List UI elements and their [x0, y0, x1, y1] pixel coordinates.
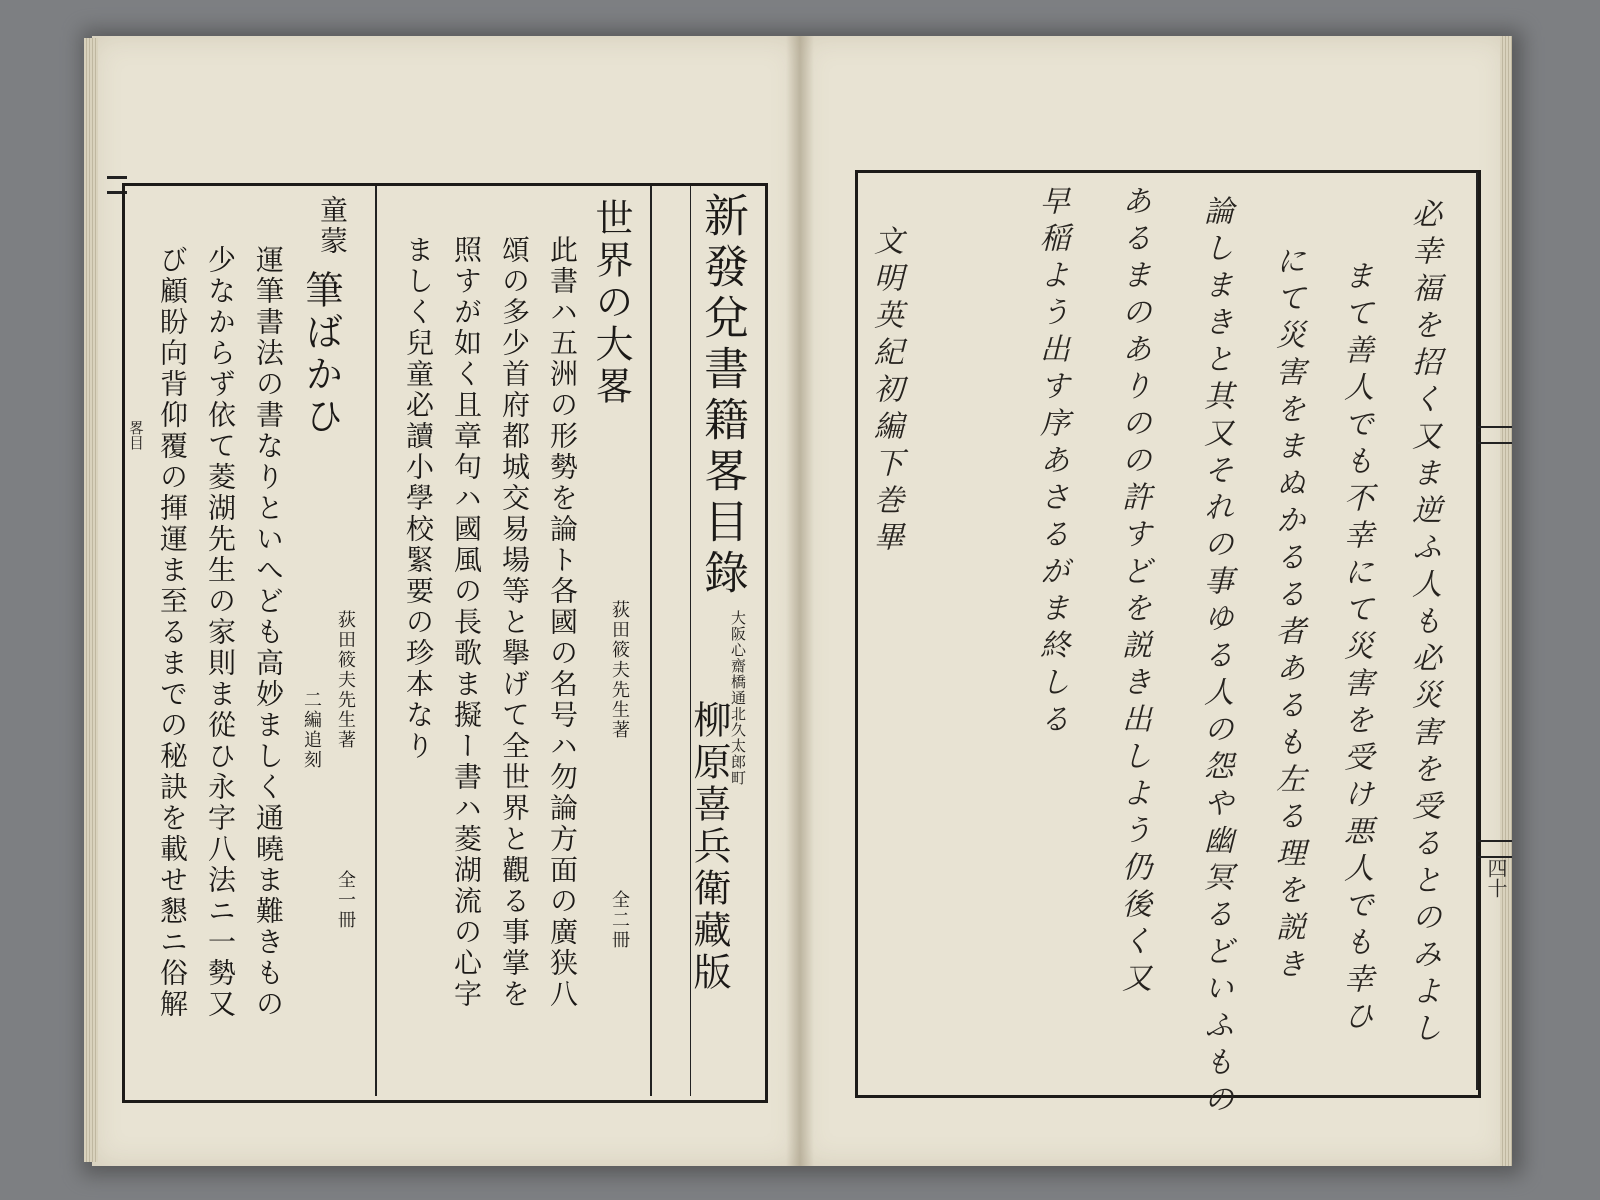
- handwritten-column: まて善人でも不幸にて災害を受け悪人でも幸ひ: [1338, 260, 1373, 1037]
- book2-description-line: び顧盼向背仰覆の揮運ま至るまでの秘訣を載せ懇ニ俗解: [156, 245, 189, 1020]
- book2-description-line: 少なからず依て菱湖先生の家則ま從ひ永字八法ニ一勢又: [204, 245, 237, 1020]
- book1-description-line: 此書ハ五洲の形勢を論ト各國の名号ハ勿論方面の廣狭八: [546, 235, 579, 1010]
- book2-author: 荻田筱夫先生著: [335, 610, 356, 750]
- book1-volumes: 全二冊: [609, 890, 630, 950]
- publisher-address: 大阪心齋橋通北久太郎町: [729, 610, 747, 786]
- frame-inner-rule: [1476, 172, 1478, 1090]
- fold-tab-lower: [1478, 840, 1512, 858]
- book-gutter: [786, 36, 814, 1166]
- handwritten-column: 早稲よう出す序あさるがま終しる: [1034, 185, 1069, 740]
- book2-volumes: 全一冊: [335, 870, 356, 930]
- book2-edition: 二編追刻: [301, 690, 322, 770]
- book1-description-line: ましく兒童必讀小學校緊要の珍本なり: [402, 235, 435, 762]
- fold-tab-upper: [1478, 426, 1512, 444]
- handwritten-column: 論しまきと其又それの事ゆる人の怨や幽冥るどいふもの: [1198, 195, 1233, 1120]
- left-page-edges: [84, 38, 98, 1162]
- book1-author: 荻田筱夫先生著: [609, 600, 630, 740]
- fold-label: 畧目: [127, 420, 145, 450]
- book1-description-line: 頌の多少首府都城交易場等と擧げて全世界と觀る事掌を: [498, 235, 531, 1010]
- handwritten-column: あるまのありのの許すどを説き出しよう仍後く又: [1116, 185, 1151, 999]
- handwritten-column: 必幸福を招く又ま逆ふ人も必災害を受るとのみよし: [1406, 198, 1441, 1049]
- book1-title: 世界の大畧: [589, 198, 633, 408]
- handwritten-column: にて災害をまぬかるる者あるも左る理を説き: [1270, 245, 1305, 985]
- column-divider: [375, 186, 377, 1096]
- book2-title: 筆ばかひ: [299, 270, 343, 438]
- right-page-frame: [855, 170, 1481, 1098]
- catalog-title: 新發兌書籍畧目錄: [696, 192, 749, 600]
- book2-description-line: 運筆書法の書なりといへども高妙ましく通曉ま難きもの: [252, 245, 285, 1020]
- publisher-name: 柳原喜兵衛藏版: [687, 700, 731, 994]
- colophon-column: 文明英紀初編下巻畢: [868, 225, 903, 558]
- right-page-edges: [1500, 36, 1512, 1166]
- fold-number: 四十: [1484, 858, 1508, 898]
- column-divider: [650, 186, 652, 1096]
- book2-category: 童蒙: [316, 195, 349, 257]
- book1-description-line: 照すが如く且章句ハ國風の長歌ま擬ー書ハ菱湖流の心字: [450, 235, 483, 1010]
